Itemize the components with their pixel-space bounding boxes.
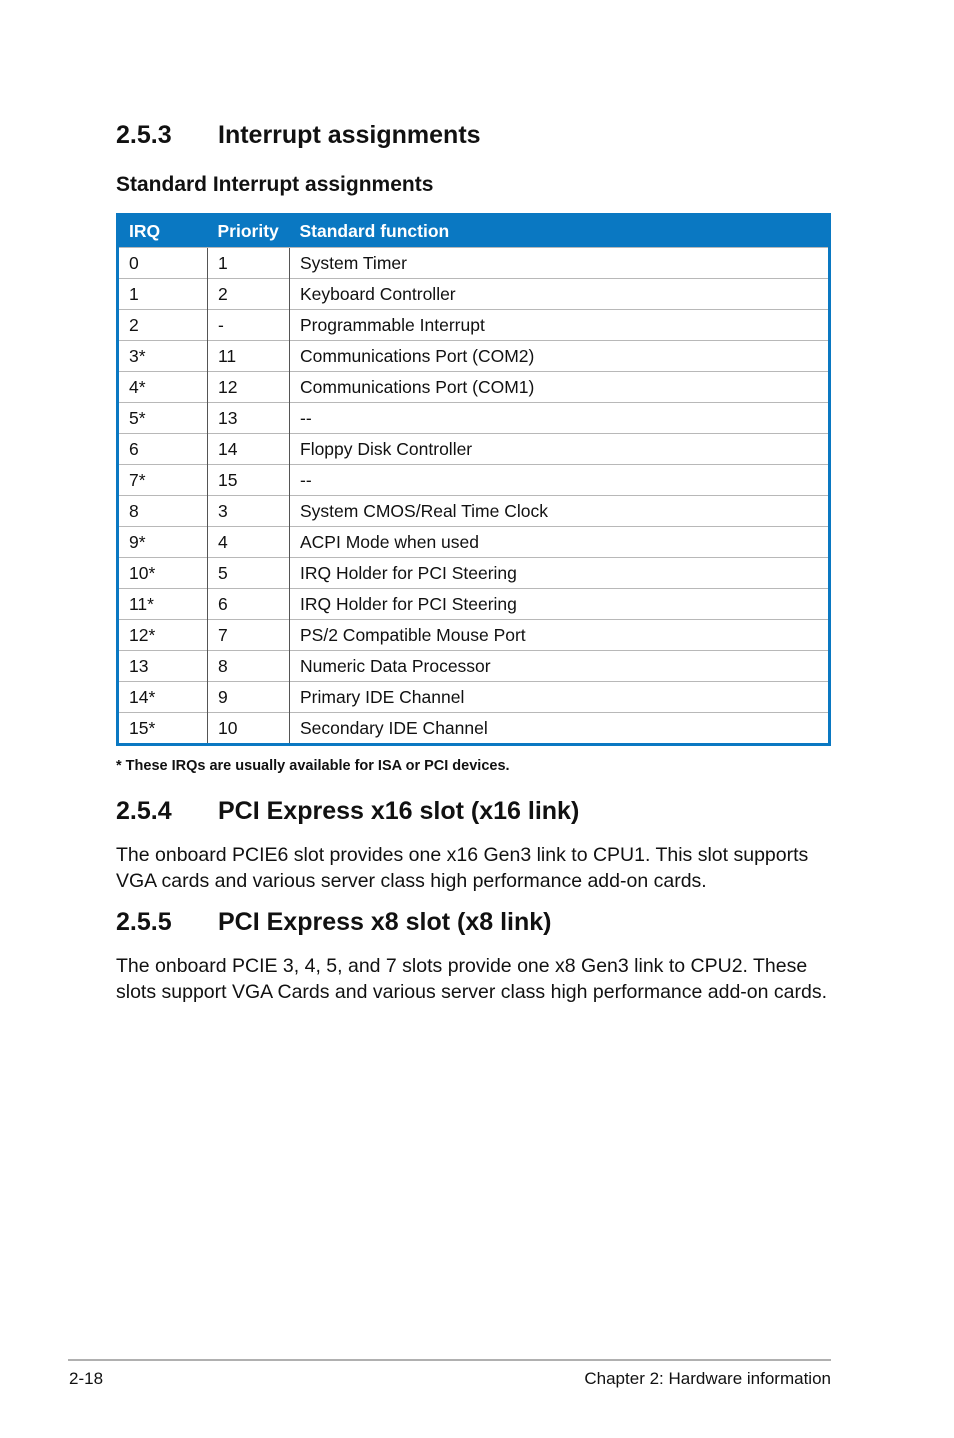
priority-cell: 9 [208, 682, 290, 713]
table-row [118, 682, 830, 713]
function-cell: Floppy Disk Controller [290, 434, 830, 465]
priority-cell: 11 [208, 341, 290, 372]
irq-cell: 6 [118, 434, 208, 465]
irq-table [116, 213, 831, 746]
irq-cell: 14* [118, 682, 208, 713]
table-row [118, 372, 830, 403]
table-body [118, 248, 830, 745]
function-cell: Communications Port (COM2) [290, 341, 830, 372]
table-row [118, 403, 830, 434]
priority-cell: 8 [208, 651, 290, 682]
function-cell: Primary IDE Channel [290, 682, 830, 713]
table-row [118, 341, 830, 372]
function-cell: ACPI Mode when used [290, 527, 830, 558]
table-footnote: * These IRQs are usually available for ISA or PCI devices. [116, 758, 510, 774]
table-row [118, 434, 830, 465]
section-title: PCI Express x16 slot (x16 link) [218, 797, 580, 825]
section-heading-2-5-5 [116, 908, 551, 937]
table-row [118, 279, 830, 310]
function-cell: System Timer [290, 248, 830, 279]
function-cell: PS/2 Compatible Mouse Port [290, 620, 830, 651]
irq-cell: 7* [118, 465, 208, 496]
irq-cell: 10* [118, 558, 208, 589]
header-priority: Priority [208, 215, 290, 248]
section-number: 2.5.4 [116, 797, 172, 825]
section-2-5-4-body: The onboard PCIE6 slot provides one x16 Gen3 link to CPU1. This slot supports VGA cards and various server class high performance add-on cards. [116, 844, 809, 892]
function-cell: Numeric Data Processor [290, 651, 830, 682]
function-cell: Communications Port (COM1) [290, 372, 830, 403]
irq-cell: 1 [118, 279, 208, 310]
priority-cell: 7 [208, 620, 290, 651]
priority-cell: 1 [208, 248, 290, 279]
section-heading-2-5-4 [116, 797, 579, 826]
function-cell: -- [290, 403, 830, 434]
table-subtitle: Standard Interrupt assignments [116, 173, 434, 196]
irq-cell: 2 [118, 310, 208, 341]
section-number: 2.5.5 [116, 908, 172, 936]
irq-cell: 15* [118, 713, 208, 745]
table-row [118, 713, 830, 745]
function-cell: Programmable Interrupt [290, 310, 830, 341]
priority-cell: 3 [208, 496, 290, 527]
table-row [118, 310, 830, 341]
irq-cell: 4* [118, 372, 208, 403]
table-row [118, 465, 830, 496]
section-2-5-5-body: The onboard PCIE 3, 4, 5, and 7 slots provide one x8 Gen3 link to CPU2. These slots support VGA Cards and various server class high performance add-on cards. [116, 955, 828, 1003]
irq-cell: 0 [118, 248, 208, 279]
section-title: Interrupt assignments [218, 121, 481, 149]
section-title: PCI Express x8 slot (x8 link) [218, 908, 552, 936]
table-row [118, 496, 830, 527]
header-standard-function: Standard function [290, 215, 830, 248]
irq-cell: 12* [118, 620, 208, 651]
irq-cell: 3* [118, 341, 208, 372]
table-row [118, 651, 830, 682]
irq-cell: 8 [118, 496, 208, 527]
priority-cell: 14 [208, 434, 290, 465]
priority-cell: 13 [208, 403, 290, 434]
priority-cell: 12 [208, 372, 290, 403]
table-row [118, 248, 830, 279]
function-cell: -- [290, 465, 830, 496]
table-header-row [118, 215, 830, 248]
function-cell: IRQ Holder for PCI Steering [290, 558, 830, 589]
table-row [118, 589, 830, 620]
header-irq: IRQ [118, 215, 208, 248]
function-cell: Keyboard Controller [290, 279, 830, 310]
table-row [118, 620, 830, 651]
table-row [118, 558, 830, 589]
irq-cell: 9* [118, 527, 208, 558]
priority-cell: - [208, 310, 290, 341]
page-number: 2-18 [69, 1369, 104, 1388]
section-heading-2-5-3 [116, 121, 481, 150]
irq-cell: 13 [118, 651, 208, 682]
priority-cell: 15 [208, 465, 290, 496]
priority-cell: 6 [208, 589, 290, 620]
footer-divider [68, 1359, 831, 1361]
irq-cell: 11* [118, 589, 208, 620]
priority-cell: 4 [208, 527, 290, 558]
priority-cell: 10 [208, 713, 290, 745]
priority-cell: 5 [208, 558, 290, 589]
function-cell: Secondary IDE Channel [290, 713, 830, 745]
table-row [118, 527, 830, 558]
chapter-label: Chapter 2: Hardware information [584, 1369, 831, 1388]
function-cell: IRQ Holder for PCI Steering [290, 589, 830, 620]
section-number: 2.5.3 [116, 121, 172, 149]
function-cell: System CMOS/Real Time Clock [290, 496, 830, 527]
irq-cell: 5* [118, 403, 208, 434]
priority-cell: 2 [208, 279, 290, 310]
